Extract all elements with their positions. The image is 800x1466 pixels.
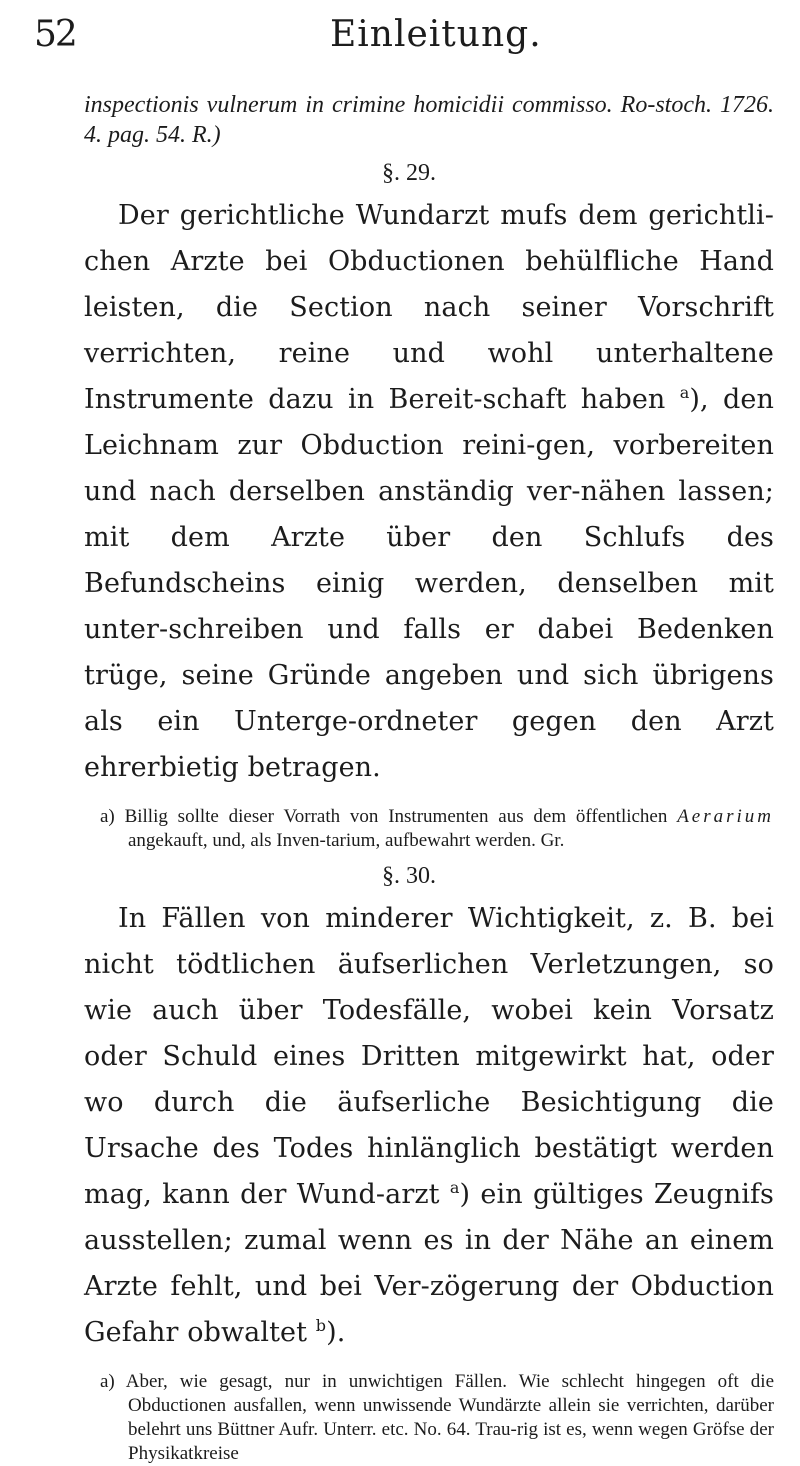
section-29-heading: §. 29. (382, 160, 436, 186)
footnote-ref-b: b (315, 1316, 327, 1335)
page-body (84, 90, 774, 1466)
section-30-text-2: ein gültiges Zeugnifs ausstellen; zumal wenn es in der Nähe an einem Arzte fehlt, und bei Ver-zögerung der Obduction Gefahr obwaltet (84, 1179, 774, 1348)
footnote-spaced-word: Aerarium (677, 806, 775, 827)
footnote-text-2: angekauft, und, als Inven-tarium, aufbewahrt werden. Gr. (128, 830, 565, 851)
footnote-mark: a) (100, 806, 115, 827)
page-header (0, 12, 800, 62)
footnote-mark: a) (100, 1371, 115, 1392)
section-29-footnote-a (100, 805, 774, 853)
footnote-ref-a: a (449, 1178, 460, 1197)
section-30-footnote-a (100, 1370, 774, 1466)
section-29-text-1: Der gerichtliche Wundarzt mufs dem gerichtli-chen Arzte bei Obductionen behülfliche Hand leisten, die Section nach seiner Vorschrift verrichten, reine und wohl unterhaltene Instrumente dazu in Bereit-schaft haben (84, 200, 774, 415)
section-29-text-2: , den Leichnam zur Obduction reini-gen, vorbereiten und nach derselben anständig ver-nähen lassen; mit dem Arzte über den Schlufs des Befundscheins einig werden, denselben mit unter-schreiben und falls er dabei Bedenken trüge, seine Gründe angeben und sich übrigens als ein Unterge-ordneter gegen den Arzt ehrerbietig betragen. (84, 384, 774, 783)
footnote-ref-a: a (679, 383, 690, 402)
section-30-text-3: . (336, 1317, 346, 1348)
section-30-paragraph: In Fällen von minderer Wichtigkeit, z. B. bei nicht tödtlichen äufserlichen Verletzungen, so wie auch über Todesfälle, wobei kein Vorsatz oder Schuld eines Dritten mitgewirkt hat, oder wo durch die äufserliche Besichtigung die Ursache des Todes hinlänglich bestätigt werden mag, kann der Wund-arzt $^a$) ein gültiges Zeugnifs ausstellen; zumal wenn es in der Nähe an einem Arzte fehlt, und bei Ver-zögerung der Obduction Gefahr obwaltet $^b$). (84, 903, 774, 1348)
running-title: Einleitung. (330, 14, 542, 55)
footnote-text-1: Billig sollte dieser Vorrath von Instrumenten aus dem öffentlichen (124, 806, 668, 827)
page-number: 52 (34, 14, 76, 55)
section-30-heading: §. 30. (382, 863, 436, 889)
footnote-text: Aber, wie gesagt, nur in unwichtigen Fällen. Wie schlecht hingegen oft die Obductionen ausfallen, wenn unwissende Wundärzte allein sie verrichten, darüber belehrt uns Büttner Aufr. Unterr. etc. No. 64. Trau-rig ist es, wenn wegen Gröfse der Physikatkreise (125, 1371, 774, 1464)
section-29-paragraph: Der gerichtliche Wundarzt mufs dem gerichtli-chen Arzte bei Obductionen behülfliche Hand leisten, die Section nach seiner Vorschrift verrichten, reine und wohl unterhaltene Instrumente dazu in Bereit-schaft haben $^a$), den Leichnam zur Obduction reini-gen, vorbereiten und nach derselben anständig ver-nähen lassen; mit dem Arzte über den Schlufs des Befundscheins einig werden, denselben mit unter-schreiben und falls er dabei Bedenken trüge, seine Gründe angeben und sich übrigens als ein Unterge-ordneter gegen den Arzt ehrerbietig betragen. (84, 200, 774, 783)
section-30-text-1: In Fällen von minderer Wichtigkeit, z. B. bei nicht tödtlichen äufserlichen Verletzungen, so wie auch über Todesfälle, wobei kein Vorsatz oder Schuld eines Dritten mitgewirkt hat, oder wo durch die äufserliche Besichtigung die Ursache des Todes hinlänglich bestätigt werden mag, kann der Wund-arzt (84, 903, 774, 1210)
citation-continuation: inspectionis vulnerum in crimine homicidii commisso. Ro-stoch. 1726. 4. pag. 54. R.) (84, 92, 774, 148)
